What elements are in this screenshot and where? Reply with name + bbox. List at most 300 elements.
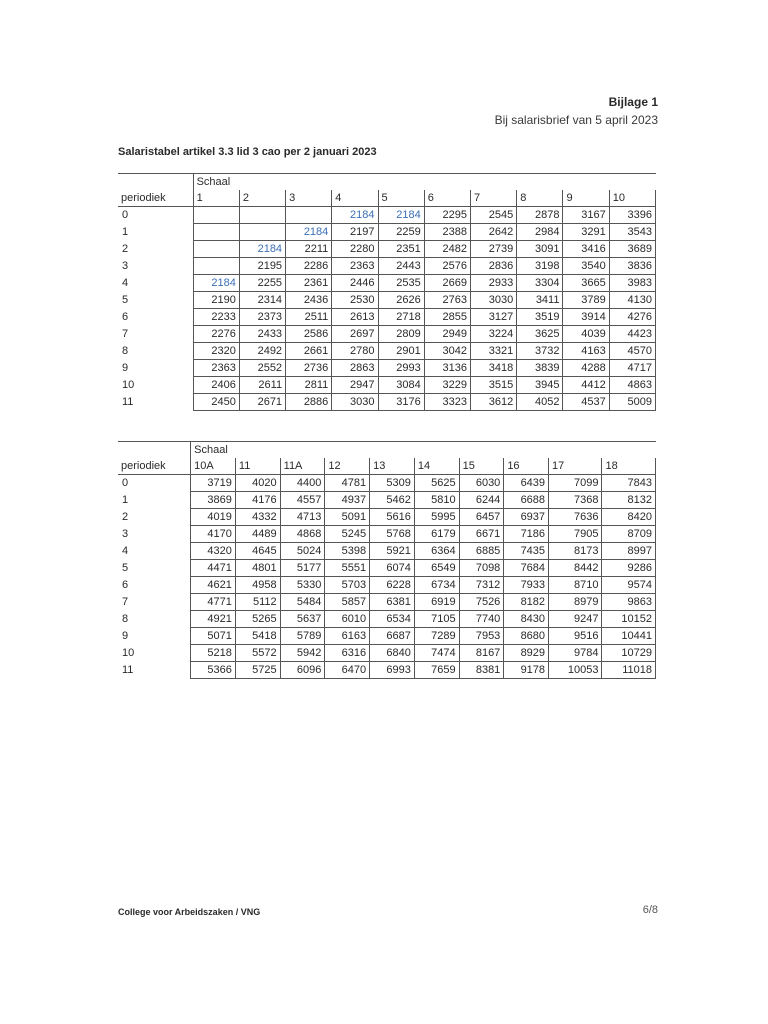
table-row bbox=[118, 292, 656, 309]
salary-cell: 8182 bbox=[504, 594, 549, 611]
salary-cell: 4020 bbox=[235, 475, 280, 492]
salary-cell: 4052 bbox=[517, 394, 563, 411]
salary-cell: 9574 bbox=[602, 577, 656, 594]
empty-corner-cell bbox=[118, 442, 191, 459]
grade-header: 18 bbox=[602, 458, 656, 475]
salary-cell: 5637 bbox=[280, 611, 325, 628]
salary-cell: 2901 bbox=[378, 343, 424, 360]
table-row bbox=[118, 377, 656, 394]
periodiek-number: 3 bbox=[122, 260, 129, 272]
periodiek-number: 3 bbox=[122, 528, 129, 540]
salary-cell: 5462 bbox=[370, 492, 415, 509]
salary-cell: 6687 bbox=[370, 628, 415, 645]
salary-cell: 3321 bbox=[471, 343, 517, 360]
salary-cell: 2661 bbox=[286, 343, 332, 360]
salary-cell: 7905 bbox=[549, 526, 602, 543]
salary-cell: 4868 bbox=[280, 526, 325, 543]
salary-cell: 2947 bbox=[332, 377, 378, 394]
salary-cell: 6734 bbox=[414, 577, 459, 594]
salary-cell: 7953 bbox=[459, 628, 504, 645]
salary-cell: 4921 bbox=[191, 611, 236, 628]
salary-cell: 7368 bbox=[549, 492, 602, 509]
salary-cell: 4163 bbox=[563, 343, 609, 360]
salary-cell bbox=[239, 224, 285, 241]
salary-cell: 5857 bbox=[325, 594, 370, 611]
salary-cell bbox=[193, 224, 239, 241]
salary-cell: 4645 bbox=[235, 543, 280, 560]
salary-cell: 6671 bbox=[459, 526, 504, 543]
table-row bbox=[118, 577, 656, 594]
salary-cell: 4781 bbox=[325, 475, 370, 492]
table-row bbox=[118, 326, 656, 343]
salary-cell: 7435 bbox=[504, 543, 549, 560]
table-row bbox=[118, 275, 656, 292]
salary-cell: 6316 bbox=[325, 645, 370, 662]
salary-cell: 9863 bbox=[602, 594, 656, 611]
periodiek-number: 1 bbox=[122, 494, 129, 506]
grade-header: 6 bbox=[424, 190, 470, 207]
grade-header: 1 bbox=[193, 190, 239, 207]
salary-cell: 3411 bbox=[517, 292, 563, 309]
salary-cell: 5265 bbox=[235, 611, 280, 628]
salary-cell: 2295 bbox=[424, 207, 470, 224]
salary-cell: 7933 bbox=[504, 577, 549, 594]
salary-cell: 2259 bbox=[378, 224, 424, 241]
table-row bbox=[118, 343, 656, 360]
salary-cell: 2255 bbox=[239, 275, 285, 292]
table-row bbox=[118, 394, 656, 411]
salary-cell: 3689 bbox=[609, 241, 655, 258]
salary-cell: 4958 bbox=[235, 577, 280, 594]
salary-cell: 8132 bbox=[602, 492, 656, 509]
salary-cell: 2836 bbox=[471, 258, 517, 275]
salary-cell: 5218 bbox=[191, 645, 236, 662]
salary-cell: 3914 bbox=[563, 309, 609, 326]
salary-cell: 2286 bbox=[286, 258, 332, 275]
salary-cell: 2482 bbox=[424, 241, 470, 258]
salary-cell: 2184 bbox=[332, 207, 378, 224]
periodiek-number: 8 bbox=[122, 345, 129, 357]
salary-cell: 2552 bbox=[239, 360, 285, 377]
schaal-label: Schaal bbox=[193, 174, 655, 191]
salary-cell: 4489 bbox=[235, 526, 280, 543]
salary-cell: 2197 bbox=[332, 224, 378, 241]
grade-header: 10A bbox=[191, 458, 236, 475]
periodiek-number: 8 bbox=[122, 613, 129, 625]
salary-cell: 2363 bbox=[332, 258, 378, 275]
table-row bbox=[118, 628, 656, 645]
salary-cell: 4771 bbox=[191, 594, 236, 611]
salary-cell bbox=[193, 258, 239, 275]
salary-cell: 10053 bbox=[549, 662, 602, 679]
salary-cell: 5810 bbox=[414, 492, 459, 509]
salary-cell: 9178 bbox=[504, 662, 549, 679]
salary-cell: 6179 bbox=[414, 526, 459, 543]
salary-cell: 8167 bbox=[459, 645, 504, 662]
salary-cell: 2195 bbox=[239, 258, 285, 275]
table-row bbox=[118, 360, 656, 377]
periodiek-number: 2 bbox=[122, 511, 129, 523]
salary-cell: 6840 bbox=[370, 645, 415, 662]
salary-cell: 3418 bbox=[471, 360, 517, 377]
salary-cell: 2993 bbox=[378, 360, 424, 377]
grade-header: 13 bbox=[370, 458, 415, 475]
salary-cell: 5245 bbox=[325, 526, 370, 543]
salary-cell: 3042 bbox=[424, 343, 470, 360]
salary-cell: 3789 bbox=[563, 292, 609, 309]
salary-cell: 6470 bbox=[325, 662, 370, 679]
periodiek-number: 6 bbox=[122, 311, 129, 323]
salary-cell: 5071 bbox=[191, 628, 236, 645]
table-row bbox=[118, 224, 656, 241]
salary-cell: 4423 bbox=[609, 326, 655, 343]
salary-cell bbox=[193, 207, 239, 224]
salary-cell: 7098 bbox=[459, 560, 504, 577]
grade-header-row bbox=[118, 190, 656, 207]
salary-cell: 2320 bbox=[193, 343, 239, 360]
salary-cell: 6993 bbox=[370, 662, 415, 679]
salary-cell: 7099 bbox=[549, 475, 602, 492]
salary-cell: 3839 bbox=[517, 360, 563, 377]
salary-cell: 5572 bbox=[235, 645, 280, 662]
table-row bbox=[118, 526, 656, 543]
salary-cell: 4717 bbox=[609, 360, 655, 377]
appendix-label: Bijlage 1 bbox=[608, 95, 658, 109]
table-row bbox=[118, 560, 656, 577]
salary-cell: 9784 bbox=[549, 645, 602, 662]
periodiek-number: 11 bbox=[122, 664, 134, 676]
periodiek-number: 11 bbox=[122, 396, 134, 408]
periodiek-number: 10 bbox=[122, 647, 135, 659]
salary-cell: 9286 bbox=[602, 560, 656, 577]
salary-cell: 5768 bbox=[370, 526, 415, 543]
salary-table-schaal-10a-18 bbox=[118, 441, 656, 679]
grade-header: 8 bbox=[517, 190, 563, 207]
salary-cell: 4039 bbox=[563, 326, 609, 343]
salary-cell: 7526 bbox=[459, 594, 504, 611]
salary-cell: 3732 bbox=[517, 343, 563, 360]
salary-cell: 4288 bbox=[563, 360, 609, 377]
salary-cell: 5009 bbox=[609, 394, 655, 411]
salary-cell: 6457 bbox=[459, 509, 504, 526]
salary-cell: 10152 bbox=[602, 611, 656, 628]
salary-cell: 2433 bbox=[239, 326, 285, 343]
salary-cell: 2878 bbox=[517, 207, 563, 224]
salary-cell: 5725 bbox=[235, 662, 280, 679]
salary-cell: 2406 bbox=[193, 377, 239, 394]
salary-cell: 5703 bbox=[325, 577, 370, 594]
salary-cell: 6096 bbox=[280, 662, 325, 679]
salary-cell: 2809 bbox=[378, 326, 424, 343]
salary-cell: 3091 bbox=[517, 241, 563, 258]
salary-cell: 6937 bbox=[504, 509, 549, 526]
salary-cell: 11018 bbox=[602, 662, 656, 679]
grade-header: 3 bbox=[286, 190, 332, 207]
table-row bbox=[118, 594, 656, 611]
salary-cell: 8430 bbox=[504, 611, 549, 628]
periodiek-number: 7 bbox=[122, 328, 129, 340]
salary-cell: 4400 bbox=[280, 475, 325, 492]
salary-cell: 3229 bbox=[424, 377, 470, 394]
grade-header: 9 bbox=[563, 190, 609, 207]
salary-cell: 3304 bbox=[517, 275, 563, 292]
salary-cell: 2492 bbox=[239, 343, 285, 360]
salary-cell: 2739 bbox=[471, 241, 517, 258]
table-row bbox=[118, 309, 656, 326]
salary-cell: 5789 bbox=[280, 628, 325, 645]
salary-cell: 2949 bbox=[424, 326, 470, 343]
grade-header: 16 bbox=[504, 458, 549, 475]
salary-cell: 2351 bbox=[378, 241, 424, 258]
salary-cell: 5616 bbox=[370, 509, 415, 526]
salary-cell: 5921 bbox=[370, 543, 415, 560]
salary-cell: 4801 bbox=[235, 560, 280, 577]
salary-cell: 3127 bbox=[471, 309, 517, 326]
salary-table-title: Salaristabel artikel 3.3 lid 3 cao per 2 januari 2023 bbox=[118, 146, 377, 158]
salary-cell: 2611 bbox=[239, 377, 285, 394]
salary-cell: 8979 bbox=[549, 594, 602, 611]
empty-corner-cell bbox=[118, 174, 193, 191]
salary-table-schaal-1-10 bbox=[118, 173, 656, 411]
salary-cell: 7289 bbox=[414, 628, 459, 645]
salary-cell: 3198 bbox=[517, 258, 563, 275]
salary-cell: 4130 bbox=[609, 292, 655, 309]
salary-cell: 3030 bbox=[471, 292, 517, 309]
grade-header: 14 bbox=[414, 458, 459, 475]
salary-cell: 4471 bbox=[191, 560, 236, 577]
salary-cell: 4176 bbox=[235, 492, 280, 509]
salary-cell: 3030 bbox=[332, 394, 378, 411]
salary-cell: 2233 bbox=[193, 309, 239, 326]
salary-cell: 2669 bbox=[424, 275, 470, 292]
salary-cell: 8381 bbox=[459, 662, 504, 679]
salary-cell: 2446 bbox=[332, 275, 378, 292]
salary-cell: 4621 bbox=[191, 577, 236, 594]
salary-cell: 2530 bbox=[332, 292, 378, 309]
salary-cell: 6163 bbox=[325, 628, 370, 645]
grade-header-row bbox=[118, 458, 656, 475]
salary-cell: 2863 bbox=[332, 360, 378, 377]
salary-cell: 2933 bbox=[471, 275, 517, 292]
footer-organisation: College voor Arbeidszaken / VNG bbox=[118, 907, 261, 917]
salary-cell: 8709 bbox=[602, 526, 656, 543]
periodiek-number: 6 bbox=[122, 579, 129, 591]
salary-cell: 4557 bbox=[280, 492, 325, 509]
salary-cell bbox=[286, 207, 332, 224]
salary-cell: 7659 bbox=[414, 662, 459, 679]
table-row bbox=[118, 258, 656, 275]
salary-cell: 8710 bbox=[549, 577, 602, 594]
salary-cell: 7740 bbox=[459, 611, 504, 628]
salary-cell: 8173 bbox=[549, 543, 602, 560]
table-row bbox=[118, 207, 656, 224]
salary-cell: 5484 bbox=[280, 594, 325, 611]
salary-cell: 5177 bbox=[280, 560, 325, 577]
salary-cell: 5024 bbox=[280, 543, 325, 560]
salary-cell: 3515 bbox=[471, 377, 517, 394]
table-row bbox=[118, 492, 656, 509]
salary-cell: 3625 bbox=[517, 326, 563, 343]
salary-cell: 2361 bbox=[286, 275, 332, 292]
grade-header: 7 bbox=[471, 190, 517, 207]
salary-cell: 2184 bbox=[286, 224, 332, 241]
salary-cell: 6549 bbox=[414, 560, 459, 577]
salary-cell: 2586 bbox=[286, 326, 332, 343]
salary-cell: 5995 bbox=[414, 509, 459, 526]
salary-cell: 5366 bbox=[191, 662, 236, 679]
grade-header: 17 bbox=[549, 458, 602, 475]
salary-cell: 5942 bbox=[280, 645, 325, 662]
periodiek-number: 0 bbox=[122, 477, 129, 490]
periodiek-number: 0 bbox=[122, 209, 129, 222]
periodiek-number: 5 bbox=[122, 294, 129, 306]
salary-cell: 3323 bbox=[424, 394, 470, 411]
table-row bbox=[118, 509, 656, 526]
salary-cell: 4332 bbox=[235, 509, 280, 526]
periodiek-number: 1 bbox=[122, 226, 129, 238]
table-row bbox=[118, 241, 656, 258]
grade-header: 11 bbox=[235, 458, 280, 475]
salary-cell: 6030 bbox=[459, 475, 504, 492]
periodiek-label: periodiek bbox=[118, 190, 193, 207]
salary-cell: 3869 bbox=[191, 492, 236, 509]
grade-header: 15 bbox=[459, 458, 504, 475]
salary-cell: 2576 bbox=[424, 258, 470, 275]
salary-cell bbox=[239, 207, 285, 224]
salary-cell: 2763 bbox=[424, 292, 470, 309]
salary-cell: 6381 bbox=[370, 594, 415, 611]
grade-header: 4 bbox=[332, 190, 378, 207]
salary-cell: 3291 bbox=[563, 224, 609, 241]
salary-cell: 5330 bbox=[280, 577, 325, 594]
periodiek-number: 9 bbox=[122, 630, 129, 642]
salary-cell: 6244 bbox=[459, 492, 504, 509]
salary-cell: 2780 bbox=[332, 343, 378, 360]
salary-cell: 2184 bbox=[239, 241, 285, 258]
salary-cell: 3224 bbox=[471, 326, 517, 343]
salary-cell: 2511 bbox=[286, 309, 332, 326]
salary-cell: 7636 bbox=[549, 509, 602, 526]
grade-header: 11A bbox=[280, 458, 325, 475]
periodiek-number: 7 bbox=[122, 596, 129, 608]
salary-cell: 4713 bbox=[280, 509, 325, 526]
salary-cell: 6228 bbox=[370, 577, 415, 594]
periodiek-number: 4 bbox=[122, 545, 129, 557]
salary-cell: 4276 bbox=[609, 309, 655, 326]
salary-cell: 3836 bbox=[609, 258, 655, 275]
salary-cell: 3719 bbox=[191, 475, 236, 492]
salary-cell: 4570 bbox=[609, 343, 655, 360]
salary-cell: 3136 bbox=[424, 360, 470, 377]
grade-header: 12 bbox=[325, 458, 370, 475]
salary-cell: 6919 bbox=[414, 594, 459, 611]
grade-header: 10 bbox=[609, 190, 655, 207]
salary-cell: 2314 bbox=[239, 292, 285, 309]
salary-cell: 2184 bbox=[193, 275, 239, 292]
salary-cell: 8929 bbox=[504, 645, 549, 662]
salary-cell: 2718 bbox=[378, 309, 424, 326]
salary-cell: 5551 bbox=[325, 560, 370, 577]
salary-cell: 8680 bbox=[504, 628, 549, 645]
salary-cell: 2984 bbox=[517, 224, 563, 241]
salary-cell bbox=[193, 241, 239, 258]
salary-cell: 7186 bbox=[504, 526, 549, 543]
salary-cell: 9247 bbox=[549, 611, 602, 628]
salary-cell: 5398 bbox=[325, 543, 370, 560]
page-number: 6/8 bbox=[642, 904, 658, 916]
periodiek-number: 5 bbox=[122, 562, 129, 574]
salary-cell: 2613 bbox=[332, 309, 378, 326]
salary-cell: 2363 bbox=[193, 360, 239, 377]
salary-cell: 8997 bbox=[602, 543, 656, 560]
grade-header: 5 bbox=[378, 190, 424, 207]
salary-cell: 2276 bbox=[193, 326, 239, 343]
salary-cell: 5309 bbox=[370, 475, 415, 492]
schaal-header-row bbox=[118, 442, 656, 459]
salary-cell: 4537 bbox=[563, 394, 609, 411]
salary-cell: 6439 bbox=[504, 475, 549, 492]
salary-cell: 2642 bbox=[471, 224, 517, 241]
salary-cell: 2736 bbox=[286, 360, 332, 377]
salary-cell: 4412 bbox=[563, 377, 609, 394]
salary-cell: 7843 bbox=[602, 475, 656, 492]
salary-cell: 3396 bbox=[609, 207, 655, 224]
table-row bbox=[118, 475, 656, 492]
table-row bbox=[118, 543, 656, 560]
salary-cell: 2388 bbox=[424, 224, 470, 241]
salary-cell: 8442 bbox=[549, 560, 602, 577]
table-row bbox=[118, 611, 656, 628]
salary-cell: 2545 bbox=[471, 207, 517, 224]
salary-cell: 2280 bbox=[332, 241, 378, 258]
salary-cell: 6364 bbox=[414, 543, 459, 560]
salary-cell: 3519 bbox=[517, 309, 563, 326]
salary-cell: 10441 bbox=[602, 628, 656, 645]
salary-cell: 2190 bbox=[193, 292, 239, 309]
salary-cell: 8420 bbox=[602, 509, 656, 526]
salary-cell: 2211 bbox=[286, 241, 332, 258]
salary-cell: 3167 bbox=[563, 207, 609, 224]
salary-cell: 3612 bbox=[471, 394, 517, 411]
salary-cell: 2450 bbox=[193, 394, 239, 411]
schaal-label: Schaal bbox=[191, 442, 656, 459]
salary-cell: 7105 bbox=[414, 611, 459, 628]
salary-cell: 4320 bbox=[191, 543, 236, 560]
salary-cell: 2697 bbox=[332, 326, 378, 343]
salary-cell: 2626 bbox=[378, 292, 424, 309]
salary-cell: 2443 bbox=[378, 258, 424, 275]
salary-cell: 3416 bbox=[563, 241, 609, 258]
salary-cell: 6885 bbox=[459, 543, 504, 560]
salary-cell: 5418 bbox=[235, 628, 280, 645]
table-row bbox=[118, 645, 656, 662]
salary-cell: 6074 bbox=[370, 560, 415, 577]
salary-cell: 4019 bbox=[191, 509, 236, 526]
salary-cell: 6010 bbox=[325, 611, 370, 628]
salary-cell: 4170 bbox=[191, 526, 236, 543]
periodiek-number: 4 bbox=[122, 277, 129, 289]
salary-cell: 4937 bbox=[325, 492, 370, 509]
salary-cell: 2811 bbox=[286, 377, 332, 394]
salary-cell: 4863 bbox=[609, 377, 655, 394]
salary-cell: 5091 bbox=[325, 509, 370, 526]
salary-cell: 5625 bbox=[414, 475, 459, 492]
salary-cell: 9516 bbox=[549, 628, 602, 645]
salary-cell: 2373 bbox=[239, 309, 285, 326]
salary-cell: 7312 bbox=[459, 577, 504, 594]
salary-cell: 3084 bbox=[378, 377, 424, 394]
schaal-header-row bbox=[118, 174, 656, 191]
